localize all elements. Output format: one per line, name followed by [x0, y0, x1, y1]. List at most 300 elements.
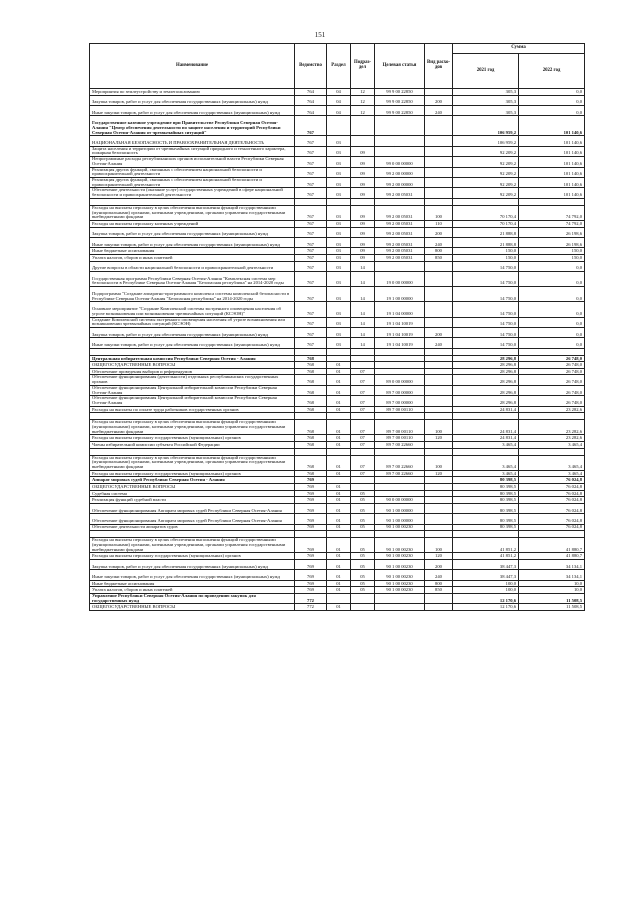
table-row	[90, 116, 585, 136]
row-section: 03	[327, 205, 351, 220]
row-sum-2021: 106 959,2	[453, 136, 519, 146]
row-department: 767	[295, 146, 327, 156]
table-row	[90, 254, 585, 261]
row-sum-2021: 28 296,8	[453, 385, 519, 395]
table-row	[90, 538, 585, 553]
row-name: Аппарат мировых судей Республики Северная Осетия - Алания	[90, 477, 295, 484]
row-department: 767	[295, 338, 327, 348]
row-sum-2022: 23 282,6	[519, 420, 585, 435]
row-section: 01	[327, 524, 351, 531]
table-row	[90, 317, 585, 327]
row-department: 768	[295, 470, 327, 477]
row-target-article: 90 0 00 00000	[375, 497, 425, 504]
row-target-article	[375, 448, 425, 455]
row-target-article: 19 0 00 00000	[375, 271, 425, 286]
row-expense-type	[425, 317, 453, 327]
row-sum-2022: 76 024,8	[519, 514, 585, 524]
row-department: 767	[295, 261, 327, 271]
row-sum-2021: 92 209,2	[453, 146, 519, 156]
table-row	[90, 442, 585, 449]
table-row	[90, 302, 585, 317]
row-expense-type: 100	[425, 205, 453, 220]
row-subsection: 09	[351, 205, 375, 220]
row-subsection: 07	[351, 368, 375, 375]
row-expense-type	[425, 348, 453, 355]
row-name: Государственная программа Республики Северная Осетия-Алания "Комплексная система мер безопасности в Республике Северная Осетия-Алания "Безопасная республика" на 2014-2020 годы	[90, 271, 295, 286]
row-section: 01	[327, 503, 351, 513]
row-sum-2021: 80 398,5	[453, 503, 519, 513]
row-department: 767	[295, 116, 327, 136]
row-subsection: 09	[351, 237, 375, 247]
table-row	[90, 559, 585, 569]
row-sum-2021: 305,3	[453, 105, 519, 115]
row-sum-2022: 0,0	[519, 317, 585, 327]
table-row	[90, 448, 585, 455]
row-sum-2021: 100,0	[453, 580, 519, 587]
row-expense-type	[425, 188, 453, 198]
row-section: 01	[327, 497, 351, 504]
row-name	[90, 348, 295, 355]
row-department: 768	[295, 406, 327, 413]
row-subsection	[351, 348, 375, 355]
row-section: 03	[327, 248, 351, 255]
row-sum-2022: 10,0	[519, 587, 585, 594]
col-header-sum: Сумма	[453, 44, 585, 54]
row-expense-type: 240	[425, 338, 453, 348]
table-row	[90, 157, 585, 167]
row-sum-2021: 305,3	[453, 89, 519, 96]
table-row	[90, 484, 585, 491]
row-department: 767	[295, 220, 327, 227]
row-sum-2022: 74 792,0	[519, 205, 585, 220]
row-department: 768	[295, 396, 327, 406]
table-row	[90, 490, 585, 497]
row-name	[90, 531, 295, 538]
row-expense-type	[425, 287, 453, 302]
row-sum-2021	[453, 198, 519, 205]
row-section: 04	[327, 105, 351, 115]
row-sum-2021: 28 296,8	[453, 368, 519, 375]
row-target-article: 99 2 00 05031	[375, 248, 425, 255]
row-name: ОБЩЕГОСУДАРСТВЕННЫЕ ВОПРОСЫ	[90, 362, 295, 369]
row-section	[327, 448, 351, 455]
row-sum-2021: 14 750,0	[453, 327, 519, 337]
row-sum-2021: 80 398,5	[453, 514, 519, 524]
row-section: 03	[327, 254, 351, 261]
table-row	[90, 248, 585, 255]
row-target-article: 99 9 00 22850	[375, 89, 425, 96]
row-section	[327, 116, 351, 136]
row-department: 767	[295, 157, 327, 167]
table-row	[90, 497, 585, 504]
row-target-article: 19 1 04 10019	[375, 317, 425, 327]
row-sum-2022: 101 140,6	[519, 188, 585, 198]
table-row	[90, 362, 585, 369]
row-sum-2022: 76 024,8	[519, 484, 585, 491]
row-department: 767	[295, 167, 327, 177]
row-sum-2021: 28 296,8	[453, 355, 519, 362]
row-name: Расходы на выплаты персоналу в целях обеспечения выполнения функций государственными (муниципальными) органами, казенными учреждениями, органами управления государственными внебюджетными фондами	[90, 538, 295, 553]
row-department: 767	[295, 205, 327, 220]
row-sum-2021: 92 209,2	[453, 157, 519, 167]
row-sum-2021	[453, 531, 519, 538]
row-name: Расходы на выплаты персоналу в целях обеспечения выполнения функций государственными (муниципальными) органами, казенными учреждениями, органами управления государственными внебюджетными фондами	[90, 205, 295, 220]
row-section: 01	[327, 362, 351, 369]
table-row	[90, 327, 585, 337]
table-row	[90, 287, 585, 302]
row-subsection: 09	[351, 157, 375, 167]
row-sum-2022: 10,0	[519, 580, 585, 587]
row-sum-2021: 28 296,8	[453, 362, 519, 369]
row-section: 01	[327, 435, 351, 442]
row-sum-2022: 76 024,8	[519, 497, 585, 504]
row-expense-type	[425, 531, 453, 538]
row-section: 03	[327, 167, 351, 177]
row-sum-2022: 26 198,6	[519, 237, 585, 247]
row-sum-2021: 14 750,0	[453, 271, 519, 286]
row-name: Государственное казенное учреждение при Правительстве Республики Северная Осетия-Алания "Центр обеспечения деятельности по защите населения и территорий Республики Северная Осетия-Алания от чрезвычайных ситуаций"	[90, 116, 295, 136]
table-row	[90, 146, 585, 156]
row-sum-2022: 76 024,8	[519, 477, 585, 484]
row-department: 769	[295, 497, 327, 504]
row-subsection: 14	[351, 261, 375, 271]
row-section: 01	[327, 570, 351, 580]
table-row	[90, 368, 585, 375]
row-subsection: 12	[351, 105, 375, 115]
row-name: Иные закупки товаров, работ и услуг для обеспечения государственных (муниципальных) нужд	[90, 338, 295, 348]
row-sum-2021	[453, 448, 519, 455]
row-section	[327, 198, 351, 205]
row-sum-2021: 3 465,4	[453, 442, 519, 449]
row-section: 01	[327, 406, 351, 413]
row-sum-2021: 12 170,6	[453, 593, 519, 603]
row-department: 768	[295, 385, 327, 395]
row-sum-2022: 0,0	[519, 89, 585, 96]
row-sum-2022: 41 880,7	[519, 553, 585, 560]
row-department: 768	[295, 442, 327, 449]
row-sum-2022: 3 465,4	[519, 442, 585, 449]
table-row	[90, 105, 585, 115]
budget-table	[89, 43, 585, 611]
row-name: Защита населения и территории от чрезвычайных ситуаций природного и техногенного характера, пожарная безопасность	[90, 146, 295, 156]
row-expense-type	[425, 490, 453, 497]
row-sum-2022: 0,0	[519, 327, 585, 337]
row-name: Центральная избирательная комиссия Республики Северная Осетия - Алания	[90, 355, 295, 362]
row-sum-2021: 38 447,3	[453, 570, 519, 580]
row-expense-type	[425, 375, 453, 385]
table-row	[90, 587, 585, 594]
row-expense-type: 240	[425, 237, 453, 247]
row-name: Уплата налогов, сборов и иных платежей	[90, 587, 295, 594]
row-expense-type	[425, 146, 453, 156]
table-row	[90, 470, 585, 477]
row-section: 01	[327, 490, 351, 497]
row-department	[295, 198, 327, 205]
row-target-article: 90 1 00 00230	[375, 553, 425, 560]
table-row	[90, 205, 585, 220]
row-sum-2022: 26 198,6	[519, 227, 585, 237]
row-department: 767	[295, 177, 327, 187]
row-name: Закупка товаров, работ и услуг для обеспечения государственных (муниципальных) нужд	[90, 559, 295, 569]
row-section: 03	[327, 227, 351, 237]
row-subsection: 05	[351, 559, 375, 569]
row-subsection: 09	[351, 167, 375, 177]
row-section	[327, 348, 351, 355]
row-name: Реализация других функций, связанных с обеспечением национальной безопасности и правоохранительной деятельности	[90, 177, 295, 187]
row-sum-2022: 11 508,5	[519, 604, 585, 611]
row-name: Реализация функций судебной власти	[90, 497, 295, 504]
row-expense-type	[425, 385, 453, 395]
row-sum-2022: 23 282,6	[519, 435, 585, 442]
row-subsection: 05	[351, 497, 375, 504]
row-subsection: 07	[351, 435, 375, 442]
row-name: Расходы на выплаты персоналу государственных (муниципальных) органов	[90, 553, 295, 560]
table-row	[90, 580, 585, 587]
row-department: 769	[295, 559, 327, 569]
row-department: 764	[295, 89, 327, 96]
row-sum-2021: 80 398,5	[453, 484, 519, 491]
row-name: Иные бюджетные ассигнования	[90, 248, 295, 255]
row-section: 01	[327, 604, 351, 611]
row-subsection: 09	[351, 248, 375, 255]
row-expense-type	[425, 593, 453, 603]
row-name: Закупка товаров, работ и услуг для обеспечения государственных (муниципальных) нужд	[90, 227, 295, 237]
row-subsection: 12	[351, 95, 375, 105]
row-target-article: 89 7 00 22660	[375, 455, 425, 470]
row-sum-2022: 101 140,6	[519, 177, 585, 187]
row-target-article: 19 1 04 00000	[375, 302, 425, 317]
table-row	[90, 514, 585, 524]
row-subsection	[351, 593, 375, 603]
row-name: Члены избирательной комиссии субъекта Российской Федерации	[90, 442, 295, 449]
row-expense-type	[425, 167, 453, 177]
row-target-article	[375, 477, 425, 484]
row-section: 01	[327, 442, 351, 449]
row-expense-type	[425, 302, 453, 317]
row-target-article: 90 1 00 00230	[375, 587, 425, 594]
row-subsection	[351, 116, 375, 136]
row-subsection	[351, 531, 375, 538]
row-sum-2022: 76 024,8	[519, 503, 585, 513]
table-row	[90, 355, 585, 362]
row-section	[327, 355, 351, 362]
row-sum-2021: 14 750,0	[453, 317, 519, 327]
row-name: Управление Республики Северная Осетия-Алания по проведению закупок для государственных нужд	[90, 593, 295, 603]
row-sum-2021: 80 398,5	[453, 497, 519, 504]
row-sum-2022: 101 140,6	[519, 167, 585, 177]
row-target-article: 99 2 00 05031	[375, 227, 425, 237]
row-sum-2021: 92 209,2	[453, 167, 519, 177]
row-target-article: 99 2 00 00000	[375, 167, 425, 177]
table-row	[90, 89, 585, 96]
row-sum-2021: 14 750,0	[453, 261, 519, 271]
table-row	[90, 227, 585, 237]
row-subsection: 14	[351, 302, 375, 317]
table-row	[90, 604, 585, 611]
row-section: 01	[327, 514, 351, 524]
row-expense-type: 200	[425, 95, 453, 105]
row-sum-2021	[453, 348, 519, 355]
row-expense-type	[425, 442, 453, 449]
row-section: 01	[327, 470, 351, 477]
row-expense-type	[425, 157, 453, 167]
row-target-article	[375, 136, 425, 146]
row-target-article	[375, 198, 425, 205]
row-sum-2021: 80 398,5	[453, 490, 519, 497]
row-sum-2021	[453, 413, 519, 420]
row-name: Расходы на выплаты персоналу государственных (муниципальных) органов	[90, 435, 295, 442]
row-sum-2021: 21 888,8	[453, 237, 519, 247]
row-subsection: 09	[351, 177, 375, 187]
table-row	[90, 396, 585, 406]
row-name: Подпрограмма "Создание аппаратно-программного комплекса системы комплексной безопасности в Республике Северная Осетия-Алания "Безопасная республика" на 2014-2020 годы	[90, 287, 295, 302]
row-name: Обеспечение деятельности (оказание услуг) государственных учреждений в сфере национальной безопасности и правоохранительной деятельности	[90, 188, 295, 198]
row-sum-2021: 100,0	[453, 587, 519, 594]
row-subsection: 09	[351, 188, 375, 198]
row-name: Создание Комплексной системы экстренного оповещения населения об угрозе возникновения или возникновении чрезвычайных ситуаций (КСЭОН)	[90, 317, 295, 327]
row-name: НАЦИОНАЛЬНАЯ БЕЗОПАСНОСТЬ И ПРАВООХРАНИТЕЛЬНАЯ ДЕЯТЕЛЬНОСТЬ	[90, 136, 295, 146]
table-row	[90, 261, 585, 271]
row-name: Мероприятия по землеустройству и землепользованию	[90, 89, 295, 96]
row-subsection: 05	[351, 570, 375, 580]
table-row	[90, 385, 585, 395]
row-expense-type	[425, 355, 453, 362]
row-name: Иные закупки товаров, работ и услуг для обеспечения государственных (муниципальных) нужд	[90, 570, 295, 580]
row-sum-2022: 76 024,8	[519, 490, 585, 497]
row-sum-2021: 24 831,4	[453, 420, 519, 435]
table-row	[90, 136, 585, 146]
row-target-article: 19 1 00 00000	[375, 287, 425, 302]
row-subsection: 07	[351, 406, 375, 413]
row-section: 01	[327, 368, 351, 375]
row-section: 03	[327, 146, 351, 156]
row-sum-2021: 70 170,4	[453, 220, 519, 227]
row-name	[90, 198, 295, 205]
table-row	[90, 406, 585, 413]
row-section: 03	[327, 237, 351, 247]
row-sum-2022: 0,0	[519, 261, 585, 271]
row-sum-2021: 28 296,8	[453, 375, 519, 385]
row-target-article: 99 9 00 22850	[375, 105, 425, 115]
row-department: 768	[295, 368, 327, 375]
row-sum-2022: 0,0	[519, 287, 585, 302]
row-target-article	[375, 490, 425, 497]
row-section: 03	[327, 327, 351, 337]
row-target-article	[375, 116, 425, 136]
row-subsection: 05	[351, 538, 375, 553]
row-sum-2021: 41 851,2	[453, 538, 519, 553]
row-subsection: 09	[351, 146, 375, 156]
col-header-subsection: Подраз-дел	[351, 44, 375, 89]
row-target-article: 89 7 00 00110	[375, 420, 425, 435]
row-expense-type	[425, 271, 453, 286]
row-section: 03	[327, 136, 351, 146]
row-department: 769	[295, 553, 327, 560]
row-subsection: 14	[351, 271, 375, 286]
row-sum-2021: 14 750,0	[453, 287, 519, 302]
row-subsection: 05	[351, 503, 375, 513]
row-target-article: 99 2 00 05031	[375, 188, 425, 198]
table-row	[90, 503, 585, 513]
col-header-section: Раздел	[327, 44, 351, 89]
row-expense-type: 200	[425, 327, 453, 337]
row-name: Судебная система	[90, 490, 295, 497]
row-expense-type: 800	[425, 580, 453, 587]
row-sum-2021: 14 750,0	[453, 302, 519, 317]
col-header-department: Ведомство	[295, 44, 327, 89]
row-sum-2021: 21 888,8	[453, 227, 519, 237]
row-sum-2021: 28 296,8	[453, 396, 519, 406]
row-subsection	[351, 198, 375, 205]
row-target-article: 89 7 00 00110	[375, 406, 425, 413]
row-sum-2021: 24 831,4	[453, 406, 519, 413]
row-section	[327, 531, 351, 538]
row-expense-type	[425, 406, 453, 413]
row-target-article: 99 2 00 05031	[375, 205, 425, 220]
row-department: 767	[295, 287, 327, 302]
col-header-year-2022: 2022 год	[519, 54, 585, 89]
row-name: Закупка товаров, работ и услуг для обеспечения государственных (муниципальных) нужд	[90, 95, 295, 105]
row-target-article	[375, 531, 425, 538]
row-sum-2021: 106 959,2	[453, 116, 519, 136]
row-section: 03	[327, 287, 351, 302]
table-row	[90, 375, 585, 385]
row-target-article: 90 1 00 00230	[375, 580, 425, 587]
row-expense-type	[425, 503, 453, 513]
row-section: 03	[327, 177, 351, 187]
row-subsection: 07	[351, 420, 375, 435]
row-target-article: 90 1 00 00230	[375, 570, 425, 580]
row-department: 767	[295, 188, 327, 198]
row-subsection: 07	[351, 396, 375, 406]
row-name: Закупка товаров, работ и услуг для обеспечения государственных (муниципальных) нужд	[90, 327, 295, 337]
row-sum-2022: 34 134,1	[519, 570, 585, 580]
table-row	[90, 177, 585, 187]
row-expense-type: 850	[425, 254, 453, 261]
row-department: 767	[295, 227, 327, 237]
row-department: 767	[295, 248, 327, 255]
table-row	[90, 198, 585, 205]
row-subsection: 14	[351, 287, 375, 302]
row-target-article: 89 7 00 22660	[375, 442, 425, 449]
row-name: Расходы на выплаты персоналу в целях обеспечения выполнения функций государственными (муниципальными) органами, казенными учреждениями, органами управления государственными внебюджетными фондами	[90, 455, 295, 470]
table-row	[90, 338, 585, 348]
col-header-expense-type: Вид расхо-дов	[425, 44, 453, 89]
row-subsection	[351, 484, 375, 491]
table-row	[90, 435, 585, 442]
row-section: 01	[327, 538, 351, 553]
row-name: Обеспечение функционирования Центральной избирательной комиссии Республики Северная Осетия-Алания	[90, 385, 295, 395]
row-section: 01	[327, 455, 351, 470]
row-expense-type	[425, 413, 453, 420]
row-expense-type	[425, 198, 453, 205]
col-header-target-article: Целевая статья	[375, 44, 425, 89]
table-row	[90, 553, 585, 560]
row-subsection: 05	[351, 580, 375, 587]
row-name: Обеспечение функционирования (деятельности) отдельных республиканских государственных органов	[90, 375, 295, 385]
row-sum-2022: 101 140,6	[519, 116, 585, 136]
row-sum-2022: 11 508,5	[519, 593, 585, 603]
row-sum-2022: 23 282,6	[519, 406, 585, 413]
row-sum-2022: 0,0	[519, 95, 585, 105]
row-sum-2022: 41 880,7	[519, 538, 585, 553]
row-name: Иные закупки товаров, работ и услуг для обеспечения государственных (муниципальных) нужд	[90, 105, 295, 115]
table-body	[90, 89, 585, 611]
row-subsection: 05	[351, 490, 375, 497]
row-name: Обеспечение проведения выборов и референдумов	[90, 368, 295, 375]
row-sum-2022: 74 792,0	[519, 220, 585, 227]
row-section: 03	[327, 338, 351, 348]
